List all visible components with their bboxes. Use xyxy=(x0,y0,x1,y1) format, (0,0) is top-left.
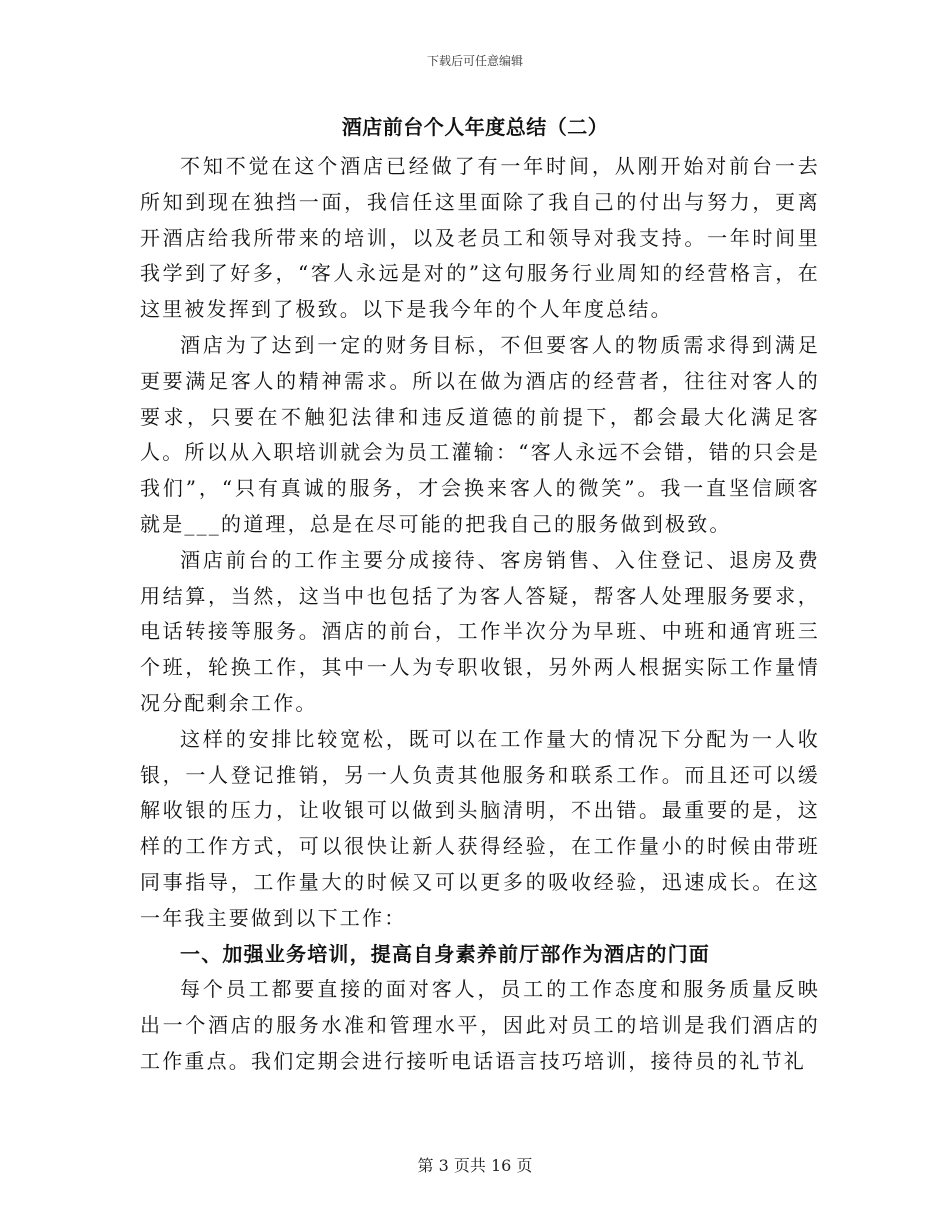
document-title: 酒店前台个人年度总结（二） xyxy=(341,115,609,139)
paragraph-intro: 不知不觉在这个酒店已经做了有一年时间，从刚开始对前台一去所知到现在独挡一面，我信任这里面除了我自己的付出与努力，更离开酒店给我所带来的培训，以及老员工和领导对我支持。一年时间里我学到了好多，“客人永远是对的”这句服务行业周知的经营格言，在这里被发挥到了极致。以下是我今年的个人年度总结。 xyxy=(140,154,820,322)
section-heading: 一、加强业务培训，提高自身素养前厅部作为酒店的门面 xyxy=(180,941,710,966)
page-header-note: 下载后可任意编辑 xyxy=(426,54,523,68)
paragraph-front-desk-duties: 酒店前台的工作主要分成接待、客房销售、入住登记、退房及费用结算，当然，这当中也包括了为客人答疑，帮客人处理服务要求，电话转接等服务。酒店的前台，工作半次分为早班、中班和通宵班三个班，轮换工作，其中一人为专职收银，另外两人根据实际工作量情况分配剩余工作。 xyxy=(140,547,820,715)
paragraph-guest-needs: 酒店为了达到一定的财务目标，不但要客人的物质需求得到满足更要满足客人的精神需求。所以在做为酒店的经营者，往往对客人的要求，只要在不触犯法律和违反道德的前提下，都会最大化满足客人。所以从入职培训就会为员工灌输：“客人永远不会错，错的只会是我们”，“只有真诚的服务，才会换来客人的微笑”。我一直坚信顾客就是___的道理，总是在尽可能的把我自己的服务做到极致。 xyxy=(140,332,820,536)
paragraph-staff-training: 每个员工都要直接的面对客人，员工的工作态度和服务质量反映出一个酒店的服务水准和管理水平，因此对员工的培训是我们酒店的工作重点。我们定期会进行接听电话语言技巧培训，接待员的礼节礼 xyxy=(140,977,820,1073)
document-body xyxy=(140,149,820,1080)
page-number: 第 3 页共 16 页 xyxy=(417,1156,533,1175)
paragraph-shift-arrangement: 这样的安排比较宽松，既可以在工作量大的情况下分配为一人收银，一人登记推销，另一人负责其他服务和联系工作。而且还可以缓解收银的压力，让收银可以做到头脑清明，不出错。最重要的是，这样的工作方式，可以很快让新人获得经验，在工作量小的时候由带班同事指导，工作量大的时候又可以更多的吸收经验，迅速成长。在这一年我主要做到以下工作： xyxy=(140,726,820,930)
